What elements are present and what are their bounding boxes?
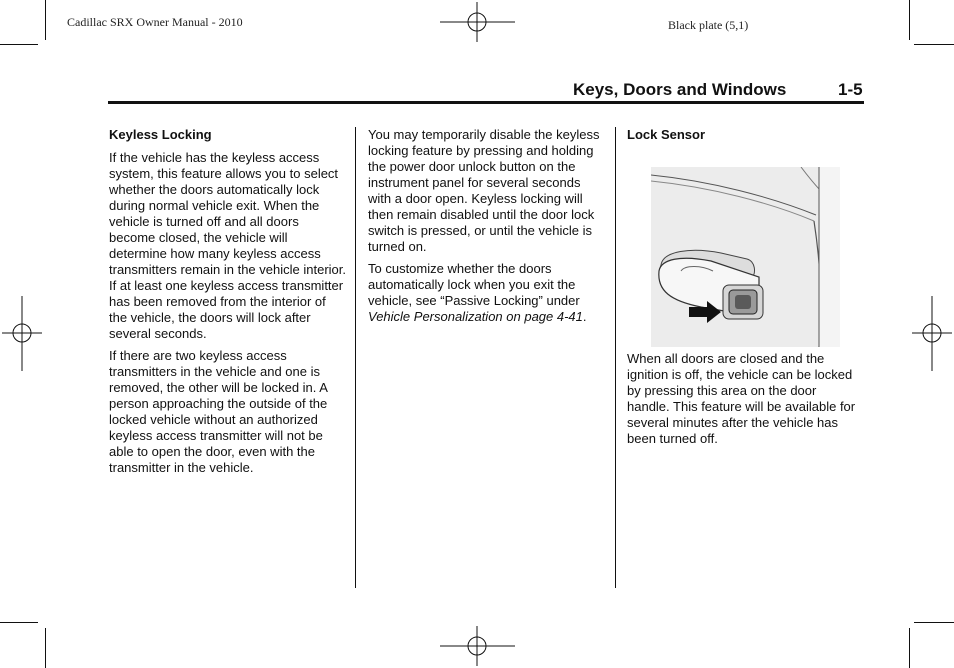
crop-mark bbox=[45, 0, 46, 40]
header-rule bbox=[108, 101, 864, 104]
customize-text: To customize whether the doors automatically lock when you exit the vehicle, see “Passive Locking” under bbox=[368, 261, 580, 308]
manual-title: Cadillac SRX Owner Manual - 2010 bbox=[67, 15, 243, 29]
column-divider bbox=[355, 127, 356, 588]
keyless-locking-heading: Keyless Locking bbox=[109, 127, 212, 142]
column-divider bbox=[615, 127, 616, 588]
keyless-locking-para-2: If there are two keyless access transmitters in the vehicle and one is removed, the other will be locked in. A person approaching the outside of the locked vehicle without an authorized keyless access transmitter will not be able to open the door, even with the transmitter in the vehicle. bbox=[109, 348, 328, 475]
disable-keyless-para: You may temporarily disable the keyless locking feature by pressing and holding the power door unlock button on the instrument panel for several seconds with a door open. Keyless locking will then remain disabled until the door lock switch is pressed, or until the vehicle is turned on. bbox=[368, 127, 600, 254]
lock-sensor-para: When all doors are closed and the ignition is off, the vehicle can be locked by pressing this area on the door handle. This feature will be available for several minutes after the vehicle has been turned off. bbox=[627, 351, 856, 446]
cross-reference: Vehicle Personalization on page 4-41 bbox=[368, 309, 583, 324]
registration-mark-left bbox=[2, 296, 42, 371]
customize-text-end: . bbox=[582, 309, 587, 324]
registration-mark-top bbox=[440, 2, 515, 42]
registration-mark-bottom bbox=[440, 626, 515, 666]
plate-label: Black plate (5,1) bbox=[668, 18, 749, 32]
page-number: 1-5 bbox=[838, 80, 863, 99]
column-2 bbox=[368, 127, 606, 331]
column-3-body bbox=[627, 351, 862, 453]
lock-sensor-heading: Lock Sensor bbox=[627, 127, 706, 142]
crop-mark bbox=[914, 622, 954, 623]
registration-mark-right bbox=[912, 296, 952, 371]
crop-mark bbox=[909, 0, 910, 40]
crop-mark bbox=[914, 44, 954, 45]
crop-mark bbox=[909, 628, 910, 668]
column-3 bbox=[627, 127, 862, 150]
customize-para bbox=[368, 261, 606, 325]
door-handle-illustration bbox=[651, 167, 840, 347]
crop-mark bbox=[0, 44, 38, 45]
crop-mark bbox=[0, 622, 38, 623]
column-1 bbox=[109, 127, 347, 482]
keyless-locking-para-1: If the vehicle has the keyless access system, this feature allows you to select whether the doors automatically lock during normal vehicle exit. When the vehicle is turned off and all doors become closed, the vehicle will determine how many keyless access transmitters remain in the vehicle interior. If at least one keyless access transmitter has been removed from the interior of the vehicle, the doors will lock after several seconds. bbox=[109, 150, 346, 341]
crop-mark bbox=[45, 628, 46, 668]
section-title: Keys, Doors and Windows bbox=[573, 80, 787, 99]
